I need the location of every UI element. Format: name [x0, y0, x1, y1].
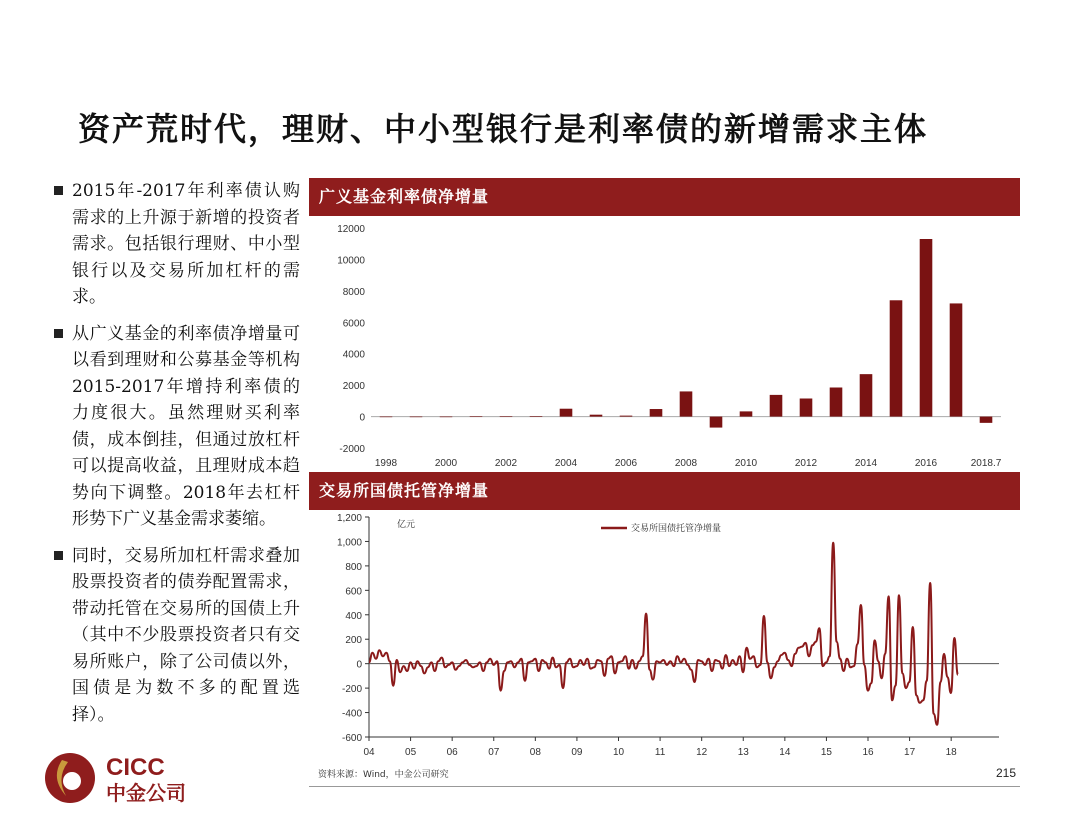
x-tick-label: 2004	[554, 458, 578, 469]
bar-1999	[410, 417, 423, 418]
y-tick-label: 0	[356, 659, 362, 671]
logo-text-en: CICC	[106, 754, 165, 781]
y-tick-label: 6000	[342, 318, 365, 330]
x-tick-label: 14	[779, 747, 791, 758]
legend-label: 交易所国债托管净增量	[631, 523, 722, 533]
x-tick-label: 13	[737, 747, 749, 758]
bullet-text: 从广义基金的利率债净增量可以看到理财和公募基金等机构2015-2017年增持利率债的力度很大。虽然理财买利率债，成本倒挂，但通过放杠杆可以提高收益，且理财成本趋势向下调整。2018年去杠杆形势下广义基金需求萎缩。	[72, 323, 300, 529]
y-tick-label: 2000	[342, 381, 365, 393]
x-tick-label: 2000	[434, 458, 458, 469]
bar-chart-header: 广义基金利率债净增量	[309, 178, 1020, 216]
x-tick-label: 04	[363, 747, 375, 758]
x-tick-label: 2008	[674, 458, 698, 469]
bullet-square-icon	[54, 551, 63, 560]
y-tick-label: 600	[345, 586, 362, 598]
x-tick-label: 18	[945, 747, 957, 758]
bar-1998	[380, 417, 393, 418]
bar-2002	[500, 416, 513, 417]
bar-2004	[560, 409, 573, 417]
x-tick-label: 2002	[494, 458, 518, 469]
bullet-item	[52, 543, 300, 729]
cicc-logo	[42, 748, 202, 808]
x-tick-label: 07	[488, 747, 500, 758]
x-tick-label: 2010	[734, 458, 758, 469]
bullet-list	[52, 178, 300, 738]
bullet-square-icon	[54, 329, 63, 338]
bar-2008	[680, 391, 693, 416]
bar-2012	[800, 399, 813, 417]
y-tick-label: 8000	[342, 286, 365, 298]
bullet-text: 2015年-2017年利率债认购需求的上升源于新增的投资者需求。包括银行理财、中小型银行以及交易所加杠杆的需求。	[72, 181, 300, 307]
bar-2005	[590, 415, 603, 417]
bar-2014	[860, 374, 873, 416]
bar-2007	[650, 409, 663, 417]
x-tick-label: 11	[654, 747, 666, 758]
bar-2006	[620, 416, 633, 417]
x-tick-label: 1998	[374, 458, 398, 469]
y-tick-label: -400	[341, 708, 362, 720]
bar-2013	[830, 388, 843, 417]
bullet-item	[52, 321, 300, 533]
y-tick-label: -600	[341, 733, 362, 744]
x-tick-label: 2014	[854, 458, 878, 469]
line-chart	[309, 510, 1020, 760]
x-tick-label: 12	[696, 747, 708, 758]
x-tick-label: 16	[862, 747, 874, 758]
logo-inner-icon	[63, 772, 81, 790]
x-tick-label: 08	[529, 747, 541, 758]
y-tick-label: -2000	[339, 444, 365, 455]
x-tick-label: 09	[571, 747, 583, 758]
source-note: 资料来源：Wind，中金公司研究	[318, 770, 449, 780]
y-tick-label: 1,200	[336, 513, 362, 524]
logo-text-cn: 中金公司	[106, 783, 186, 805]
x-tick-label: 2006	[614, 458, 638, 469]
x-tick-label: 15	[820, 747, 832, 758]
x-tick-label: 2018.7	[970, 458, 1002, 469]
footer-divider	[309, 786, 1020, 787]
bar-2009	[710, 417, 723, 428]
bullet-square-icon	[54, 186, 63, 195]
line-chart-header: 交易所国债托管净增量	[309, 472, 1020, 510]
bar-2001	[470, 416, 483, 417]
x-tick-label: 10	[612, 747, 625, 758]
unit-label: 亿元	[397, 519, 416, 529]
y-tick-label: 10000	[337, 255, 365, 267]
series-line	[369, 543, 958, 725]
slide-title: 资产荒时代，理财、中小型银行是利率债的新增需求主体	[78, 110, 929, 148]
y-tick-label: 0	[359, 412, 365, 424]
y-tick-label: 1,000	[336, 537, 362, 549]
y-tick-label: -200	[341, 684, 362, 696]
y-tick-label: 200	[345, 635, 362, 647]
x-tick-label: 2012	[794, 458, 818, 469]
x-tick-label: 2016	[914, 458, 938, 469]
bar-chart	[309, 216, 1020, 472]
bullet-text: 同时，交易所加杠杆需求叠加股票投资者的债券配置需求，带动托管在交易所的国债上升（其中不少股票投资者只有交易所账户，除了公司债以外，国债是为数不多的配置选择）。	[72, 545, 300, 725]
bar-2017	[950, 303, 963, 416]
page-number: 215	[996, 766, 1017, 780]
y-tick-label: 12000	[337, 224, 365, 235]
x-tick-label: 05	[405, 747, 417, 758]
bar-2018.7	[980, 417, 993, 423]
bar-2015	[890, 300, 903, 416]
y-tick-label: 800	[345, 561, 362, 573]
bar-2003	[530, 416, 543, 417]
x-tick-label: 17	[904, 747, 916, 758]
bar-2016	[920, 239, 933, 417]
y-tick-label: 4000	[342, 349, 365, 361]
y-tick-label: 400	[345, 610, 362, 622]
bar-2000	[440, 417, 453, 418]
bullet-item	[52, 178, 300, 311]
bar-2010	[740, 411, 753, 416]
x-tick-label: 06	[446, 747, 458, 758]
bar-2011	[770, 395, 783, 417]
